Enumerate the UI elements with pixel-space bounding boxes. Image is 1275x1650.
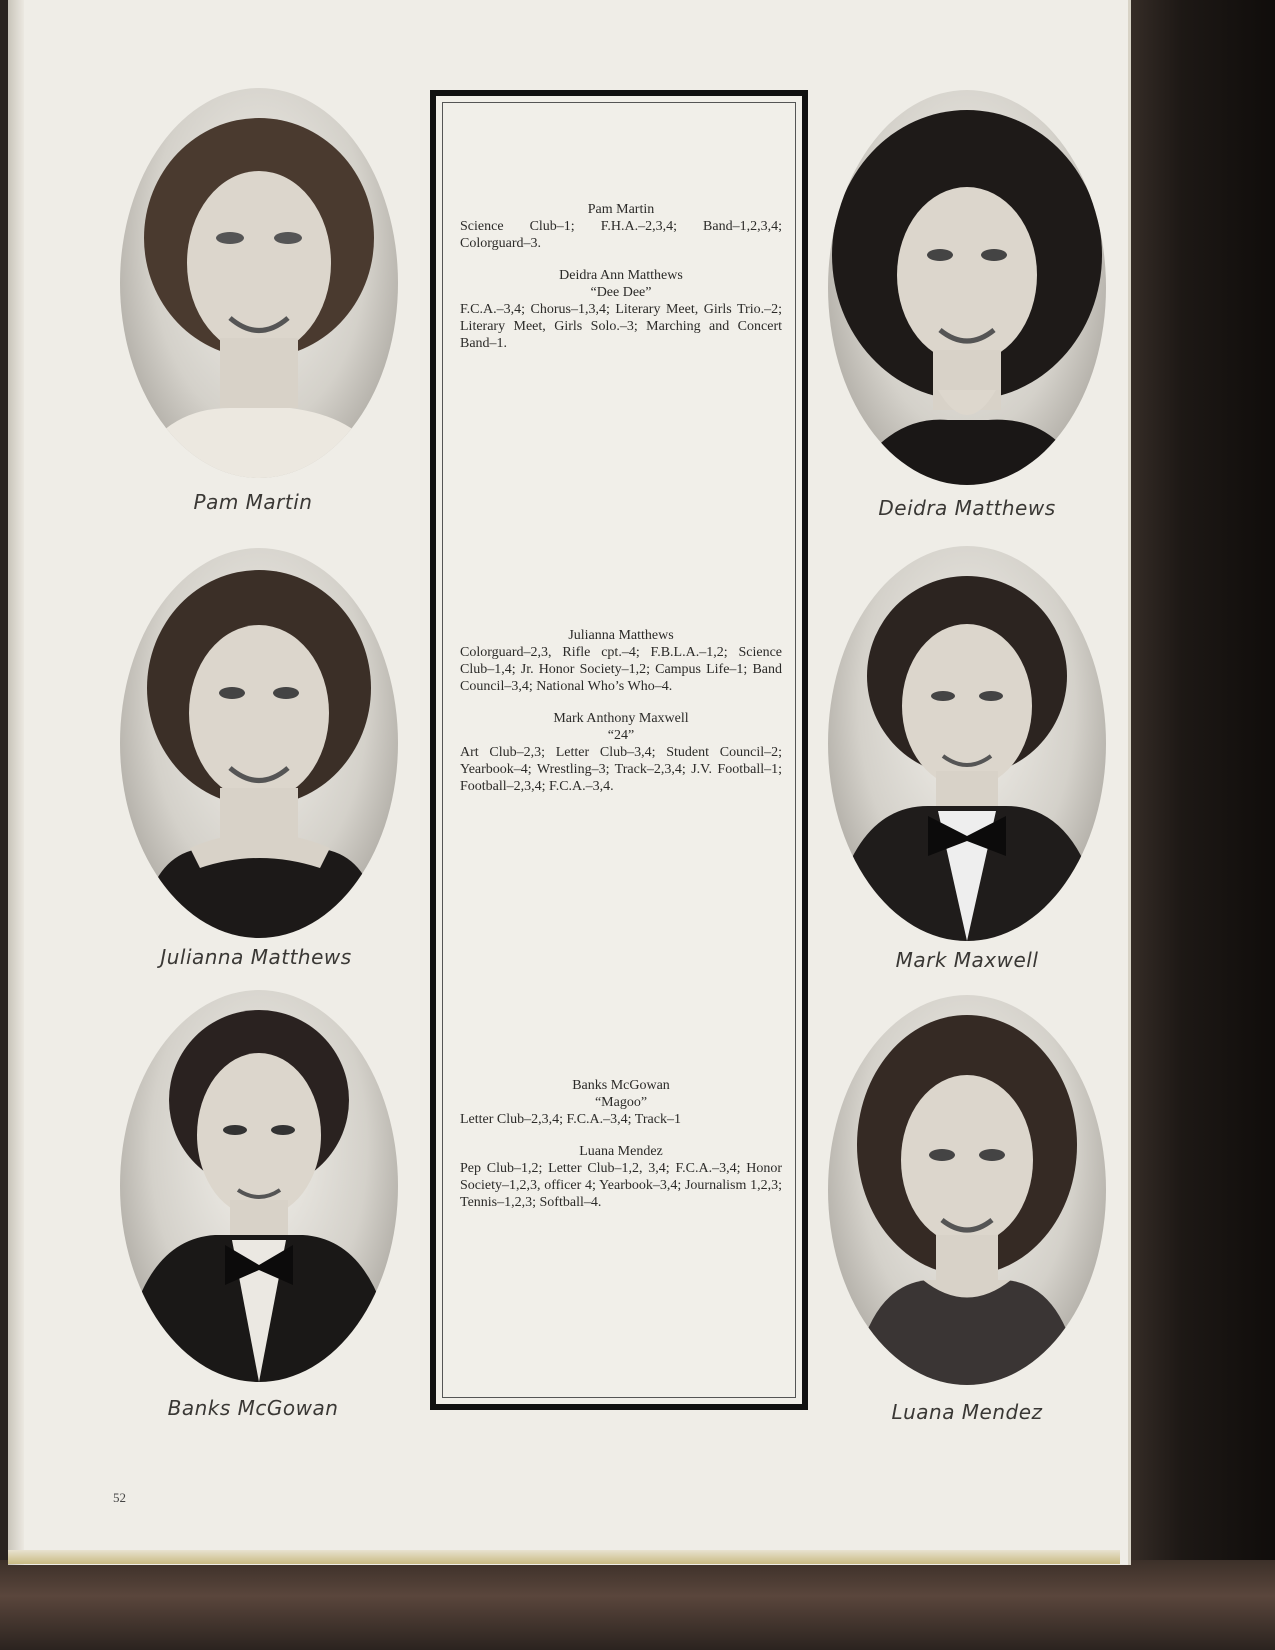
portrait-photo [828, 546, 1106, 941]
bio-nickname: “Dee Dee” [590, 285, 652, 300]
bio-text: F.C.A.–3,4; Chorus–1,3,4; Literary Meet, Girls Trio.–2; Literary Meet, Girls Solo.–3; Marching and Concert Band–1. [460, 302, 782, 351]
portrait-photo [120, 990, 398, 1382]
bio-name: Luana Mendez [579, 1144, 663, 1159]
portrait-caption: Julianna Matthews [160, 945, 352, 969]
portrait-caption: Mark Maxwell [895, 948, 1039, 972]
portrait-photo [828, 90, 1106, 485]
bio-block [460, 201, 782, 352]
bio-nickname: “24” [607, 728, 635, 743]
bio-text: Letter Club–2,3,4; F.C.A.–3,4; Track–1 [460, 1112, 681, 1127]
bio-name: Deidra Ann Matthews [559, 268, 683, 283]
bio-name: Mark Anthony Maxwell [553, 711, 689, 726]
bio-name: Pam Martin [587, 202, 655, 217]
portrait-photo [828, 995, 1106, 1385]
portrait-caption: Pam Martin [193, 490, 313, 514]
bio-block [460, 1077, 782, 1211]
page-spine [8, 0, 24, 1565]
portrait-photo [120, 88, 398, 478]
bio-text: Art Club–2,3; Letter Club–3,4; Student Council–2; Yearbook–4; Wrestling–3; Track–2,3,4; J.V. Football–1; Football–2,3,4; F.C.A.–3,4. [460, 745, 782, 794]
portrait-caption: Luana Mendez [891, 1400, 1043, 1424]
bio-name: Banks McGowan [572, 1078, 670, 1093]
bio-name: Julianna Matthews [568, 628, 674, 643]
page-number: 52 [113, 1490, 126, 1505]
bio-text: Colorguard–2,3, Rifle cpt.–4; F.B.L.A.–1,2; Science Club–1,4; Jr. Honor Society–1,2; Campus Life–1; Band Council–3,4; National Who’s Who–4. [460, 645, 782, 694]
bio-text: Science Club–1; F.H.A.–2,3,4; Band–1,2,3,4; Colorguard–3. [460, 219, 782, 251]
background-right [1120, 0, 1275, 1650]
background-bottom [0, 1560, 1275, 1650]
portrait-caption: Banks McGowan [167, 1396, 339, 1420]
page-edge [8, 1550, 1120, 1564]
portrait-caption: Deidra Matthews [878, 496, 1056, 520]
portrait-photo [120, 548, 398, 938]
bio-text: Pep Club–1,2; Letter Club–1,2, 3,4; F.C.A.–3,4; Honor Society–1,2,3, officer 4; Yearbook–3,4; Journalism 1,2,3; Tennis–1,2,3; Softball–4. [460, 1161, 782, 1210]
bio-nickname: “Magoo” [594, 1095, 648, 1110]
bio-block [460, 627, 782, 795]
